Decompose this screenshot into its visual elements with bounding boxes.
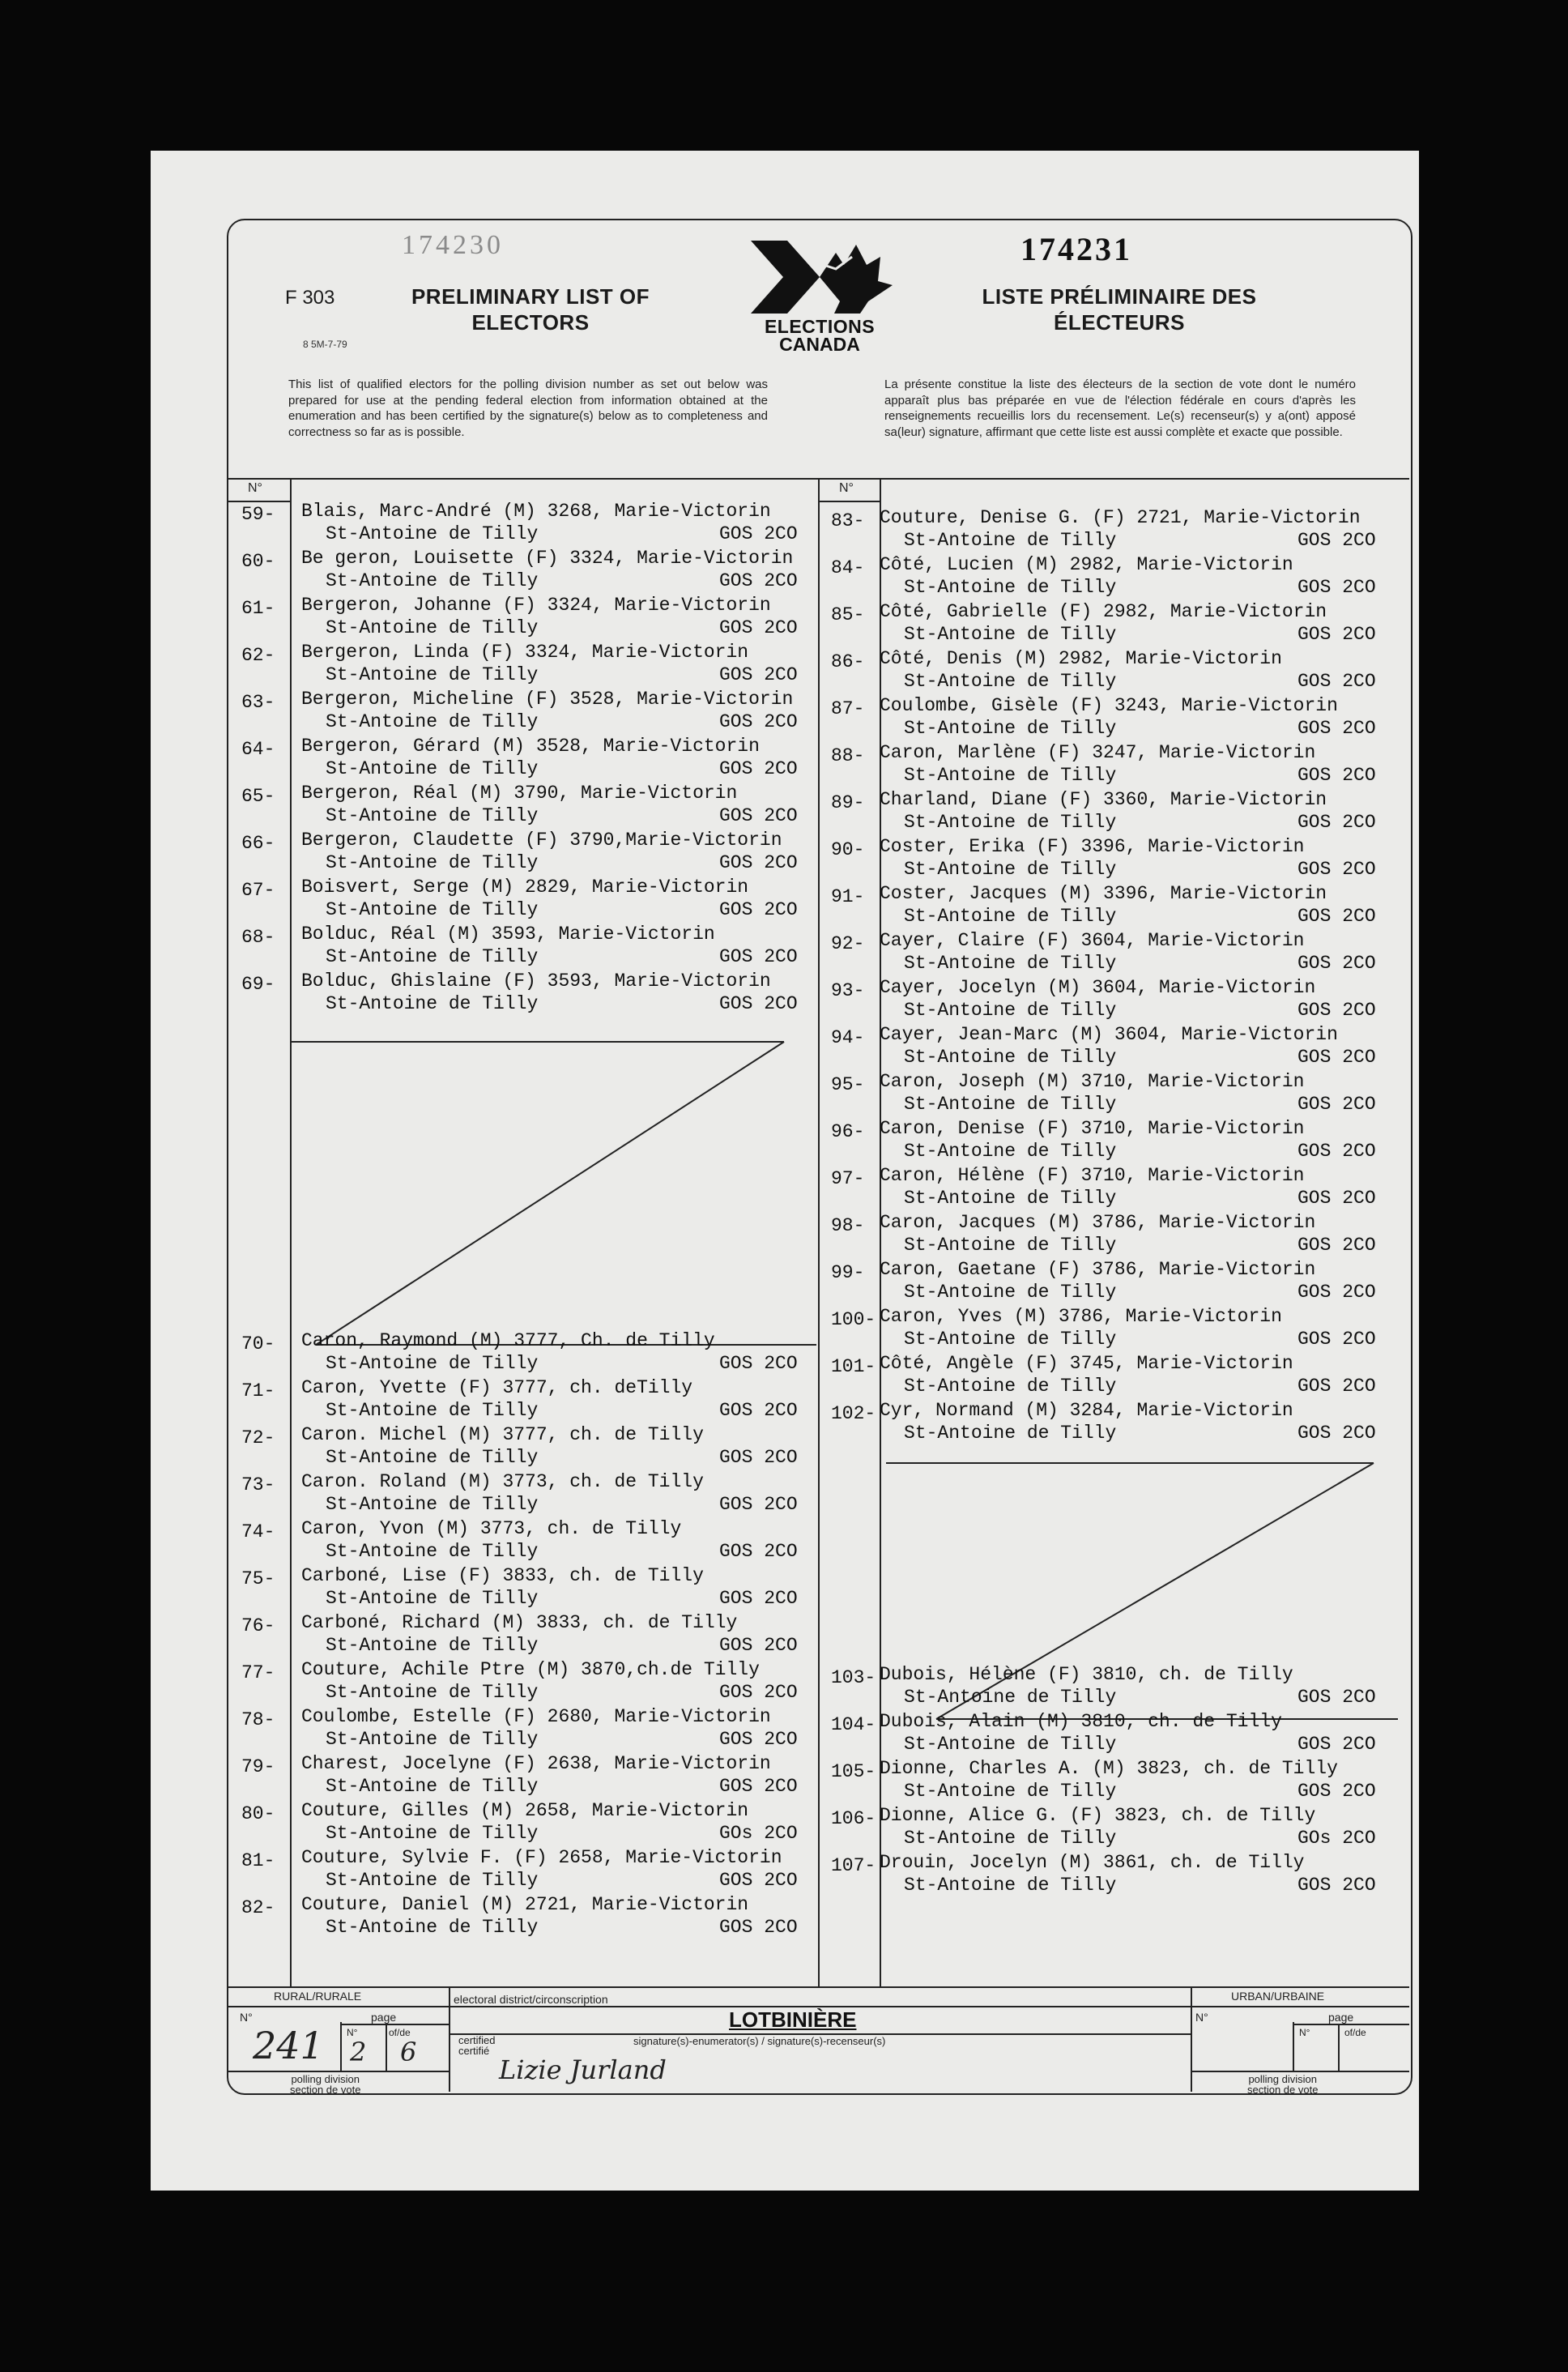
elector-postal-code: GOS 2CO [1297,718,1376,739]
elector-number: 95- [831,1074,865,1095]
elector-name-address: Caron, Joseph (M) 3710, Marie-Victorin [880,1071,1305,1092]
faint-serial-number: 174230 [402,230,504,260]
elector-name-address: Caron, Yvon (M) 3773, ch. de Tilly [301,1518,682,1539]
elector-name-address: Blais, Marc-André (M) 3268, Marie-Victorin [301,501,771,522]
elector-number: 78- [241,1709,275,1730]
elector-number: 87- [831,698,865,719]
urban-page-of-label: of/de [1344,2027,1366,2038]
elector-postal-code: GOS 2CO [719,758,798,779]
elector-postal-code: GOS 2CO [1297,812,1376,833]
blank-space-cancel-left [290,1037,816,1353]
elector-municipality: St-Antoine de Tilly [904,953,1117,974]
elector-postal-code: GOS 2CO [1297,624,1376,645]
elector-postal-code: GOS 2CO [719,1447,798,1468]
elector-name-address: Charland, Diane (F) 3360, Marie-Victorin [880,789,1327,810]
elector-postal-code: GOS 2CO [1297,1734,1376,1755]
elector-municipality: St-Antoine de Tilly [326,758,539,779]
elector-postal-code: GOS 2CO [719,1494,798,1515]
elector-number: 107- [831,1855,876,1876]
elector-municipality: St-Antoine de Tilly [326,1776,539,1797]
elector-municipality: St-Antoine de Tilly [326,852,539,873]
elector-number: 98- [831,1215,865,1236]
urban-page-line [1293,2024,1409,2025]
title-fr: LISTE PRÉLIMINAIRE DES ÉLECTEURS [982,284,1257,335]
elector-number: 70- [241,1333,275,1355]
urban-page-no-label: N° [1299,2027,1310,2038]
elector-name-address: Couture, Gilles (M) 2658, Marie-Victorin [301,1800,749,1821]
elector-number: 71- [241,1380,275,1401]
elector-postal-code: GOS 2CO [719,617,798,638]
elector-municipality: St-Antoine de Tilly [904,671,1117,692]
title-en: PRELIMINARY LIST OF ELECTORS [411,284,650,335]
elector-number: 103- [831,1667,876,1688]
elector-municipality: St-Antoine de Tilly [326,711,539,732]
elector-municipality: St-Antoine de Tilly [904,1047,1117,1068]
elector-number: 62- [241,645,275,666]
elector-number: 60- [241,551,275,572]
elector-name-address: Cyr, Normand (M) 3284, Marie-Victorin [880,1400,1293,1421]
no-header-line-left [227,501,292,502]
elector-name-address: Cayer, Jocelyn (M) 3604, Marie-Victorin [880,977,1316,998]
elector-name-address: Caron, Yvette (F) 3777, ch. deTilly [301,1377,693,1398]
certified-label: certified certifié [458,2034,496,2057]
elector-name-address: Be geron, Louisette (F) 3324, Marie-Victorin [301,548,794,569]
elector-number: 67- [241,880,275,901]
elector-name-address: Charest, Jocelyne (F) 2638, Marie-Victorin [301,1753,771,1774]
elector-municipality: St-Antoine de Tilly [326,523,539,544]
form-date: 8 5M-7-79 [303,339,347,350]
elector-postal-code: GOS 2CO [1297,1000,1376,1021]
elector-postal-code: GOS 2CO [719,1917,798,1938]
electoral-district-value: LOTBINIÈRE [729,2007,857,2032]
elector-postal-code: GOS 2CO [719,1541,798,1562]
rural-page-line [340,2024,449,2025]
elector-postal-code: GOS 2CO [719,1635,798,1656]
elector-name-address: Dionne, Charles A. (M) 3823, ch. de Tilly [880,1758,1338,1779]
elector-municipality: St-Antoine de Tilly [326,1635,539,1656]
elector-name-address: Caron. Michel (M) 3777, ch. de Tilly [301,1424,704,1445]
elector-postal-code: GOS 2CO [1297,1423,1376,1444]
elector-postal-code: GOS 2CO [719,1588,798,1609]
elector-municipality: St-Antoine de Tilly [326,1400,539,1421]
urban-page-label: page [1328,2011,1354,2024]
elector-postal-code: GOS 2CO [1297,859,1376,880]
elector-municipality: St-Antoine de Tilly [326,1870,539,1891]
elector-postal-code: GOS 2CO [1297,530,1376,551]
elector-name-address: Caron, Hélène (F) 3710, Marie-Victorin [880,1165,1305,1186]
elector-name-address: Carboné, Richard (M) 3833, ch. de Tilly [301,1612,738,1633]
rural-no-page-divider [340,2022,342,2071]
elector-number: 90- [831,839,865,860]
elector-number: 89- [831,792,865,813]
elector-municipality: St-Antoine de Tilly [326,1823,539,1844]
page-of-number: 6 [400,2037,417,2067]
elector-number: 99- [831,1262,865,1283]
elector-municipality: St-Antoine de Tilly [326,1682,539,1703]
elector-name-address: Couture, Achile Ptre (M) 3870,ch.de Tilly [301,1659,760,1680]
elector-name-address: Coster, Jacques (M) 3396, Marie-Victorin [880,883,1327,904]
elector-postal-code: GOS 2CO [1297,1047,1376,1068]
rural-label: RURAL/RURALE [274,1990,362,2003]
form-code: F 303 [285,287,335,309]
elector-municipality: St-Antoine de Tilly [904,577,1117,598]
elector-municipality: St-Antoine de Tilly [904,1282,1117,1303]
elector-number: 81- [241,1850,275,1871]
elector-postal-code: GOs 2CO [719,1823,798,1844]
elector-name-address: Côté, Gabrielle (F) 2982, Marie-Victorin [880,601,1327,622]
elector-name-address: Caron, Jacques (M) 3786, Marie-Victorin [880,1212,1316,1233]
elector-municipality: St-Antoine de Tilly [904,718,1117,739]
elector-municipality: St-Antoine de Tilly [904,1329,1117,1350]
signature-label: signature(s)-enumerator(s) / signature(s)-recenseur(s) [633,2035,886,2047]
elector-name-address: Caron. Roland (M) 3773, ch. de Tilly [301,1471,704,1492]
polling-division-number: 241 [253,2024,324,2067]
elector-municipality: St-Antoine de Tilly [326,1729,539,1750]
elector-municipality: St-Antoine de Tilly [904,1188,1117,1209]
elector-name-address: Côté, Angèle (F) 3745, Marie-Victorin [880,1353,1293,1374]
elector-number: 92- [831,933,865,954]
elector-postal-code: GOS 2CO [719,852,798,873]
elector-postal-code: GOS 2CO [1297,953,1376,974]
elector-municipality: St-Antoine de Tilly [904,1734,1117,1755]
elections-canada-logo [739,237,901,358]
elector-postal-code: GOS 2CO [1297,1141,1376,1162]
elector-name-address: Cayer, Claire (F) 3604, Marie-Victorin [880,930,1305,951]
elector-number: 104- [831,1714,876,1735]
elector-number: 94- [831,1027,865,1048]
elector-number: 63- [241,692,275,713]
elector-name-address: Drouin, Jocelyn (M) 3861, ch. de Tilly [880,1852,1305,1873]
elector-number: 66- [241,833,275,854]
elector-name-address: Carboné, Lise (F) 3833, ch. de Tilly [301,1565,704,1586]
elector-name-address: Caron, Marlène (F) 3247, Marie-Victorin [880,742,1316,763]
page-number: 2 [350,2037,367,2067]
elector-municipality: St-Antoine de Tilly [326,993,539,1014]
elector-postal-code: GOS 2CO [1297,906,1376,927]
elector-number: 68- [241,927,275,948]
footer-divider-urban [1191,1986,1192,2092]
elector-postal-code: GOS 2CO [1297,1188,1376,1209]
elector-name-address: Couture, Daniel (M) 2721, Marie-Victorin [301,1894,749,1915]
rural-polling-division-label: polling division section de vote [290,2073,361,2096]
elector-postal-code: GOS 2CO [1297,1329,1376,1350]
elector-postal-code: GOS 2CO [1297,671,1376,692]
elector-municipality: St-Antoine de Tilly [904,1423,1117,1444]
urban-bottom-line [1191,2071,1409,2072]
elector-number: 97- [831,1168,865,1189]
column-header-right: N° [839,481,854,495]
elector-name-address: Caron, Raymond (M) 3777, Ch. de Tilly [301,1330,715,1351]
elector-postal-code: GOS 2CO [719,1353,798,1374]
elector-name-address: Bergeron, Gérard (M) 3528, Marie-Victorin [301,736,760,757]
elector-number: 105- [831,1761,876,1782]
elector-municipality: St-Antoine de Tilly [904,1235,1117,1256]
elector-name-address: Coster, Erika (F) 3396, Marie-Victorin [880,836,1305,857]
elector-number: 91- [831,886,865,907]
elector-name-address: Cayer, Jean-Marc (M) 3604, Marie-Victorin [880,1024,1338,1045]
elector-number: 102- [831,1403,876,1424]
no-header-line-right [820,501,881,502]
elector-number: 101- [831,1356,876,1377]
elector-postal-code: GOS 2CO [1297,1235,1376,1256]
elector-name-address: Couture, Sylvie F. (F) 2658, Marie-Victorin [301,1847,782,1868]
elector-postal-code: GOS 2CO [1297,1376,1376,1397]
urban-page-of-divider [1338,2025,1340,2071]
elector-name-address: Côté, Lucien (M) 2982, Marie-Victorin [880,554,1293,575]
elector-number: 75- [241,1568,275,1589]
elector-municipality: St-Antoine de Tilly [326,1917,539,1938]
elector-municipality: St-Antoine de Tilly [326,617,539,638]
elector-number: 84- [831,557,865,578]
rural-label-line [227,2006,449,2007]
elector-municipality: St-Antoine de Tilly [326,1353,539,1374]
elector-postal-code: GOS 2CO [1297,1875,1376,1896]
elector-number: 77- [241,1662,275,1683]
elector-municipality: St-Antoine de Tilly [904,906,1117,927]
elector-municipality: St-Antoine de Tilly [904,1875,1117,1896]
elector-postal-code: GOS 2CO [719,1729,798,1750]
urban-label-line [1191,2006,1409,2007]
elector-postal-code: GOS 2CO [719,570,798,591]
rural-no-label: N° [240,2011,253,2024]
electoral-district-label: electoral district/circonscription [454,1993,608,2006]
elector-name-address: Bergeron, Johanne (F) 3324, Marie-Victorin [301,595,771,616]
elector-postal-code: GOS 2CO [719,1870,798,1891]
elector-municipality: St-Antoine de Tilly [904,1141,1117,1162]
elector-postal-code: GOS 2CO [719,1776,798,1797]
elector-number: 82- [241,1897,275,1918]
elector-number: 76- [241,1615,275,1636]
elector-postal-code: GOs 2CO [1297,1828,1376,1849]
elector-number: 59- [241,504,275,525]
elector-number: 100- [831,1309,876,1330]
elector-municipality: St-Antoine de Tilly [904,1094,1117,1115]
elector-postal-code: GOS 2CO [719,993,798,1014]
elector-municipality: St-Antoine de Tilly [904,765,1117,786]
elector-municipality: St-Antoine de Tilly [326,1494,539,1515]
elector-postal-code: GOS 2CO [719,523,798,544]
rural-page-label: page [371,2011,397,2024]
elector-name-address: Dubois, Hélène (F) 3810, ch. de Tilly [880,1664,1293,1685]
maple-leaf-x-logo-icon [739,237,901,318]
elector-name-address: Coulombe, Estelle (F) 2680, Marie-Victorin [301,1706,771,1727]
column-header-left: N° [248,481,262,495]
rural-page-of-divider [386,2025,387,2071]
elector-municipality: St-Antoine de Tilly [904,1687,1117,1708]
urban-no-page-divider [1293,2022,1294,2071]
logo-line1: ELECTIONS [764,316,876,337]
elector-postal-code: GOS 2CO [1297,1094,1376,1115]
elector-name-address: Bergeron, Claudette (F) 3790,Marie-Victorin [301,830,782,851]
elector-number: 61- [241,598,275,619]
intro-french: La présente constitue la liste des électeurs de la section de vote dont le numéro apparaît plus bas préparée en vue de l'élection fédérale en cours d'après les renseignements recueillis lors du recensement. Le(s) recenseur(s) y a(ont) apposé sa(leur) signature, affirmant que cette liste est aussi complète et exacte que possible. [884,378,1356,439]
elector-name-address: Côté, Denis (M) 2982, Marie-Victorin [880,648,1282,669]
logo-line2: CANADA [779,334,860,355]
elector-name-address: Caron, Yves (M) 3786, Marie-Victorin [880,1306,1282,1327]
elector-postal-code: GOS 2CO [719,1400,798,1421]
elector-number: 83- [831,510,865,531]
elector-municipality: St-Antoine de Tilly [904,1781,1117,1802]
rural-bottom-line [227,2071,449,2072]
urban-label: URBAN/URBAINE [1231,1990,1325,2003]
col-divider-middle [818,478,820,1986]
elector-number: 74- [241,1521,275,1542]
elector-number: 85- [831,604,865,625]
elector-number: 65- [241,786,275,807]
elector-number: 73- [241,1474,275,1495]
elector-municipality: St-Antoine de Tilly [326,1447,539,1468]
urban-no-label: N° [1195,2011,1208,2024]
footer-top-line [227,1986,1409,1988]
rural-page-of-label: of/de [389,2027,411,2038]
elector-postal-code: GOS 2CO [719,946,798,967]
elector-municipality: St-Antoine de Tilly [326,1541,539,1562]
enumerator-signature: Lizie Jurland [499,2054,667,2085]
elector-municipality: St-Antoine de Tilly [904,530,1117,551]
serial-number: 174231 [1020,231,1132,267]
elector-name-address: Bolduc, Réal (M) 3593, Marie-Victorin [301,924,715,945]
rural-page-no-label: N° [347,2027,358,2038]
elector-postal-code: GOS 2CO [719,1682,798,1703]
elector-municipality: St-Antoine de Tilly [904,1376,1117,1397]
elector-municipality: St-Antoine de Tilly [326,570,539,591]
elector-name-address: Couture, Denise G. (F) 2721, Marie-Victorin [880,507,1361,528]
elector-municipality: St-Antoine de Tilly [904,1828,1117,1849]
elector-municipality: St-Antoine de Tilly [326,1588,539,1609]
urban-polling-division-label: polling division section de vote [1247,2073,1319,2096]
elector-number: 80- [241,1803,275,1824]
elector-number: 96- [831,1121,865,1142]
elector-municipality: St-Antoine de Tilly [326,664,539,685]
elector-name-address: Bolduc, Ghislaine (F) 3593, Marie-Victorin [301,971,771,992]
elector-name-address: Bergeron, Réal (M) 3790, Marie-Victorin [301,783,738,804]
elector-number: 79- [241,1756,275,1777]
elector-municipality: St-Antoine de Tilly [904,812,1117,833]
elector-municipality: St-Antoine de Tilly [904,1000,1117,1021]
elector-postal-code: GOS 2CO [1297,1781,1376,1802]
elector-municipality: St-Antoine de Tilly [326,805,539,826]
elector-number: 88- [831,745,865,766]
elector-name-address: Coulombe, Gisèle (F) 3243, Marie-Victorin [880,695,1338,716]
elector-postal-code: GOS 2CO [719,805,798,826]
elector-name-address: Boisvert, Serge (M) 2829, Marie-Victorin [301,877,749,898]
elector-number: 106- [831,1808,876,1829]
elector-municipality: St-Antoine de Tilly [326,946,539,967]
elector-postal-code: GOS 2CO [719,899,798,920]
elector-postal-code: GOS 2CO [1297,1687,1376,1708]
elector-name-address: Bergeron, Micheline (F) 3528, Marie-Victorin [301,689,794,710]
footer-divider-rural [449,1986,450,2092]
elector-name-address: Dionne, Alice G. (F) 3823, ch. de Tilly [880,1805,1316,1826]
elector-number: 93- [831,980,865,1001]
elector-postal-code: GOS 2CO [719,664,798,685]
elector-municipality: St-Antoine de Tilly [904,624,1117,645]
elector-number: 86- [831,651,865,672]
elector-municipality: St-Antoine de Tilly [904,859,1117,880]
elector-name-address: Dubois, Alain (M) 3810, ch. de Tilly [880,1711,1282,1732]
elector-postal-code: GOS 2CO [1297,1282,1376,1303]
elector-municipality: St-Antoine de Tilly [326,899,539,920]
elector-name-address: Bergeron, Linda (F) 3324, Marie-Victorin [301,642,749,663]
elector-number: 64- [241,739,275,760]
elector-name-address: Caron, Denise (F) 3710, Marie-Victorin [880,1118,1305,1139]
elector-postal-code: GOS 2CO [1297,577,1376,598]
elector-number: 69- [241,974,275,995]
elector-postal-code: GOS 2CO [719,711,798,732]
elector-number: 72- [241,1427,275,1448]
elector-name-address: Caron, Gaetane (F) 3786, Marie-Victorin [880,1259,1316,1280]
intro-english: This list of qualified electors for the polling division number as set out below was prepared for use at the pending federal election from information obtained at the enumeration and has been certified by the signature(s) below as to completeness and correctness so far as is possible. [288,378,768,439]
elector-postal-code: GOS 2CO [1297,765,1376,786]
